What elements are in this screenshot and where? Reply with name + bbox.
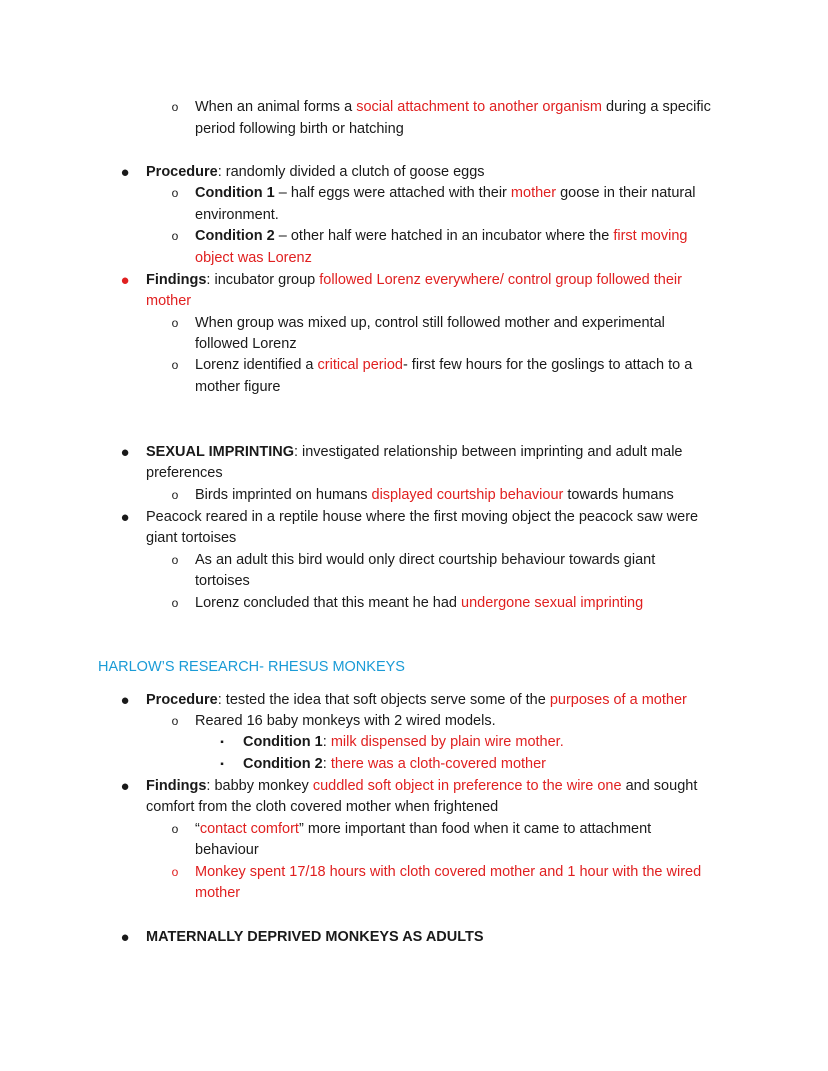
adult-bird-line-2: tortoises — [195, 573, 250, 589]
sub-bullet: o — [171, 714, 179, 728]
sub-bullet: o — [171, 316, 179, 330]
sub-bullet: o — [171, 100, 179, 114]
contact-comfort-line-2: behaviour — [195, 842, 259, 858]
monkey-time-line-1: Monkey spent 17/18 hours with cloth covered mother and 1 hour with the wired — [195, 864, 702, 880]
sub-bullet: o — [171, 822, 179, 836]
peacock-line-1: Peacock reared in a reptile house where the first moving object the peacock saw were — [146, 509, 699, 525]
findings-line-2: mother — [146, 293, 192, 309]
imprinting-definition-line-1: When an animal forms a social attachment to another organism during a specific — [195, 99, 711, 115]
harlow-procedure-line: Procedure: tested the idea that soft objects serve some of the purposes of a mother — [146, 692, 687, 708]
bullet: ● — [120, 778, 130, 795]
adult-bird-line-1: As an adult this bird would only direct courtship behaviour towards giant — [195, 552, 656, 568]
sexual-imprinting-line-1: SEXUAL IMPRINTING: investigated relationship between imprinting and adult male — [146, 444, 683, 460]
sub-bullet: o — [171, 865, 179, 879]
findings-line-1: Findings: incubator group followed Lorenz everywhere/ control group followed their — [146, 272, 682, 288]
imprinting-definition-line-2: period following birth or hatching — [195, 121, 404, 137]
mixed-group-line-2: followed Lorenz — [195, 336, 297, 352]
square-bullet: ▪ — [220, 737, 224, 748]
harlow-findings-line-1: Findings: babby monkey cuddled soft object in preference to the wire one and sought — [146, 778, 698, 794]
sub-bullet: o — [171, 553, 179, 567]
sub-bullet: o — [171, 358, 179, 372]
bullet: ● — [120, 929, 130, 946]
mixed-group-line-1: When group was mixed up, control still followed mother and experimental — [195, 315, 665, 331]
sexual-imprinting-line-2: preferences — [146, 465, 223, 481]
sub-bullet: o — [171, 186, 179, 200]
critical-period-line-1: Lorenz identified a critical period- first few hours for the goslings to attach to a — [195, 357, 693, 373]
condition-2-line-1: Condition 2 – other half were hatched in an incubator where the first moving — [195, 228, 688, 244]
sub-bullet: o — [171, 596, 179, 610]
birds-imprinted-line: Birds imprinted on humans displayed courtship behaviour towards humans — [195, 487, 674, 503]
sub-bullet: o — [171, 229, 179, 243]
harlow-heading: HARLOW’S RESEARCH- RHESUS MONKEYS — [98, 659, 405, 675]
peacock-line-2: giant tortoises — [146, 530, 237, 546]
condition-1-line-1: Condition 1 – half eggs were attached with their mother goose in their natural — [195, 185, 696, 201]
monkey-time-line-2: mother — [195, 885, 241, 901]
harlow-condition-2: Condition 2: there was a cloth-covered mother — [243, 756, 546, 772]
sub-bullet: o — [171, 488, 179, 502]
bullet: ● — [120, 272, 130, 289]
bullet: ● — [120, 509, 130, 526]
maternally-deprived-heading: MATERNALLY DEPRIVED MONKEYS AS ADULTS — [146, 929, 484, 945]
contact-comfort-line-1: “contact comfort” more important than food when it came to attachment — [195, 821, 652, 837]
condition-1-line-2: environment. — [195, 207, 279, 223]
bullet: ● — [120, 692, 130, 709]
square-bullet: ▪ — [220, 759, 224, 770]
reared-monkeys-line: Reared 16 baby monkeys with 2 wired models. — [195, 713, 496, 729]
harlow-condition-1: Condition 1: milk dispensed by plain wire mother. — [243, 734, 564, 750]
procedure-item: Procedure: randomly divided a clutch of goose eggs — [146, 164, 485, 180]
critical-period-line-2: mother figure — [195, 379, 281, 395]
harlow-findings-line-2: comfort from the cloth covered mother when frightened — [146, 799, 499, 815]
condition-2-line-2: object was Lorenz — [195, 250, 312, 266]
lorenz-conclusion-line: Lorenz concluded that this meant he had undergone sexual imprinting — [195, 595, 644, 611]
bullet: ● — [120, 164, 130, 181]
bullet: ● — [120, 444, 130, 461]
